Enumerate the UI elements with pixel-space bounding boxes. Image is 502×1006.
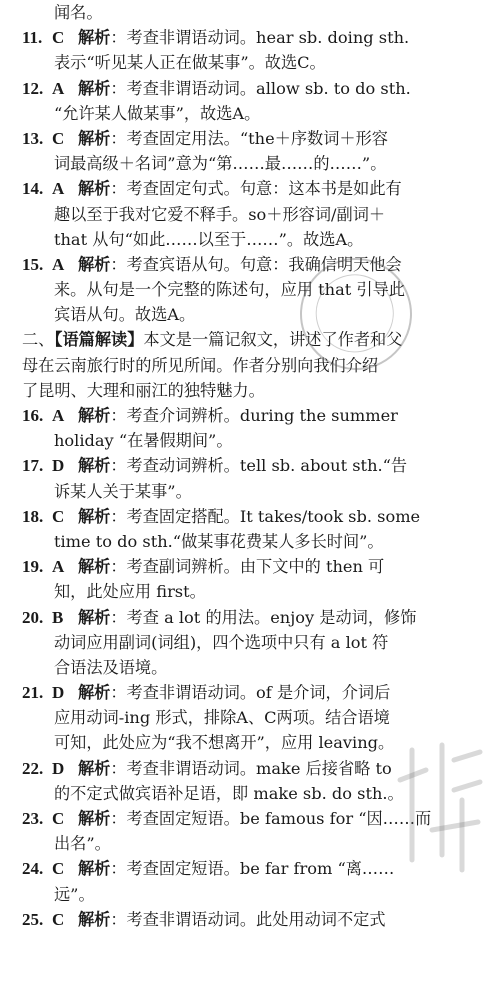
- continuation-line: [22, 579, 492, 604]
- continuation-line: [22, 302, 492, 327]
- analysis-label: 解析: [78, 128, 111, 148]
- question-number: 19.: [22, 557, 44, 577]
- analysis-text: ：考查固定搭配。It takes/took sb. some: [110, 506, 421, 526]
- analysis-text: ：考查介词辨析。during the summer: [110, 406, 398, 425]
- section-heading-line: [22, 327, 492, 352]
- continuation-line: [22, 0, 492, 25]
- answer-item-line: [22, 756, 492, 781]
- answer-item-line: [22, 403, 492, 428]
- analysis-label: 解析: [78, 179, 111, 199]
- paragraph-text: 了昆明、大理和丽江的独特魅力。: [22, 380, 265, 400]
- continuation-line: [22, 227, 492, 252]
- continuation-text: 表示“听见某人正在做某事”。故选C。: [54, 53, 326, 73]
- answer-letter: C: [52, 859, 65, 879]
- continuation-text: time to do sth.“做某事花费某人多长时间”。: [54, 531, 384, 551]
- answer-letter: A: [52, 406, 65, 425]
- continuation-line: [22, 50, 492, 75]
- continuation-text: 应用动词-ing 形式，排除A、C两项。结合语境: [54, 708, 390, 728]
- continuation-line: [22, 151, 492, 176]
- analysis-label: 解析: [78, 859, 111, 879]
- continuation-line: [22, 101, 492, 126]
- answer-item-line: [22, 126, 492, 151]
- analysis-label: 解析: [78, 557, 111, 577]
- analysis-label: 解析: [78, 809, 111, 828]
- question-number: 25.: [22, 909, 44, 929]
- continuation-line: [22, 428, 492, 453]
- continuation-text: 趣以至于我对它爱不释手。so＋形容词/副词＋: [54, 204, 386, 224]
- continuation-line: [22, 882, 492, 907]
- paragraph-line: [22, 378, 492, 403]
- section-text: 本文是一篇记叙文，讲述了作者和父: [143, 330, 403, 350]
- analysis-label: 解析: [78, 78, 111, 98]
- continuation-line: [22, 831, 492, 856]
- continuation-line: [22, 655, 492, 680]
- answer-letter: C: [52, 28, 65, 48]
- continuation-text: 动词应用副词(词组)，四个选项中只有 a lot 符: [54, 632, 389, 652]
- continuation-text: 词最高级＋名词”意为“第……最……的……”。: [54, 154, 387, 174]
- answer-letter: D: [52, 683, 65, 703]
- continuation-line: [22, 630, 492, 655]
- question-number: 21.: [22, 683, 44, 703]
- question-number: 13.: [22, 128, 44, 148]
- answer-letter: B: [52, 607, 64, 627]
- continuation-text: 知，此处应用 first。: [54, 582, 206, 602]
- analysis-text: ：考查固定句式。句意：这本书是如此有: [110, 179, 402, 199]
- analysis-label: 解析: [78, 456, 111, 476]
- answer-letter: C: [52, 506, 65, 526]
- answer-letter: D: [52, 758, 65, 778]
- continuation-text: 来。从句是一个完整的陈述句，应用 that 引导此: [54, 280, 405, 300]
- analysis-label: 解析: [78, 607, 111, 627]
- continuation-text: 出名”。: [54, 834, 111, 854]
- answer-letter: D: [52, 456, 65, 476]
- continuation-text: holiday “在暑假期间”。: [54, 431, 233, 451]
- analysis-text: ：考查非谓语动词。make 后接省略 to: [110, 758, 392, 778]
- continuation-line: [22, 730, 492, 755]
- question-number: 15.: [22, 254, 44, 274]
- continuation-line: [22, 202, 492, 227]
- continuation-text: 闻名。: [54, 3, 103, 22]
- question-number: 18.: [22, 506, 44, 526]
- analysis-text: ：考查宾语从句。句意：我确信明天他会: [110, 254, 402, 274]
- answer-letter: C: [52, 128, 65, 148]
- section-prefix: 二、: [22, 330, 55, 350]
- analysis-text: ：考查动词辨析。tell sb. about sth.“告: [110, 456, 408, 476]
- continuation-line: [22, 705, 492, 730]
- section-bracket-label: 【语篇解读】: [54, 330, 144, 350]
- continuation-text: 远”。: [54, 884, 95, 904]
- question-number: 23.: [22, 809, 44, 828]
- answer-item-line: [22, 176, 492, 201]
- analysis-text: ：考查非谓语动词。hear sb. doing sth.: [110, 28, 410, 48]
- answer-letter: A: [52, 179, 65, 199]
- answer-item-line: [22, 76, 492, 101]
- analysis-text: ：考查固定短语。be famous for “因……而: [110, 809, 432, 828]
- analysis-text: ：考查固定用法。“the＋序数词＋形容: [110, 128, 388, 148]
- continuation-text: 可知，此处应为“我不想离开”，应用 leaving。: [54, 733, 395, 753]
- continuation-text: 宾语从句。故选A。: [54, 305, 196, 325]
- answer-letter: C: [52, 909, 65, 929]
- answer-letter: A: [52, 557, 65, 577]
- answer-letter: C: [52, 809, 65, 828]
- continuation-text: 的不定式做宾语补足语，即 make sb. do sth.。: [54, 783, 404, 803]
- analysis-label: 解析: [78, 758, 111, 778]
- analysis-label: 解析: [78, 406, 111, 425]
- answer-letter: A: [52, 78, 65, 98]
- continuation-line: [22, 277, 492, 302]
- continuation-text: 合语法及语境。: [54, 657, 168, 677]
- answer-item-line: [22, 25, 492, 50]
- question-number: 16.: [22, 406, 44, 425]
- answer-item-line: [22, 680, 492, 705]
- answer-item-line: [22, 605, 492, 630]
- question-number: 22.: [22, 758, 44, 778]
- paragraph-line: [22, 353, 492, 378]
- analysis-label: 解析: [78, 506, 111, 526]
- analysis-text: ：考查固定短语。be far from “离……: [110, 859, 395, 879]
- analysis-label: 解析: [78, 254, 111, 274]
- analysis-text: ：考查副词辨析。由下文中的 then 可: [110, 557, 385, 577]
- continuation-line: [22, 781, 492, 806]
- analysis-text: ：考查非谓语动词。此处用动词不定式: [110, 909, 386, 929]
- question-number: 24.: [22, 859, 44, 879]
- answer-letter: A: [52, 254, 65, 274]
- answer-item-line: [22, 806, 492, 831]
- answer-item-line: [22, 856, 492, 881]
- analysis-text: ：考查非谓语动词。allow sb. to do sth.: [110, 78, 411, 98]
- answer-item-line: [22, 907, 492, 932]
- question-number: 20.: [22, 607, 44, 627]
- answer-item-line: [22, 252, 492, 277]
- analysis-text: ：考查 a lot 的用法。enjoy 是动词，修饰: [110, 607, 417, 627]
- continuation-line: [22, 479, 492, 504]
- question-number: 12.: [22, 78, 44, 98]
- analysis-text: ：考查非谓语动词。of 是介词，介词后: [110, 683, 391, 703]
- answer-item-line: [22, 504, 492, 529]
- analysis-label: 解析: [78, 909, 111, 929]
- answer-item-line: [22, 554, 492, 579]
- continuation-text: “允许某人做某事”，故选A。: [54, 103, 261, 123]
- analysis-label: 解析: [78, 683, 111, 703]
- analysis-label: 解析: [78, 28, 111, 48]
- paragraph-text: 母在云南旅行时的所见所闻。作者分别向我们介绍: [22, 355, 379, 375]
- continuation-line: [22, 529, 492, 554]
- answer-item-line: [22, 453, 492, 478]
- question-number: 17.: [22, 456, 44, 476]
- question-number: 11.: [22, 28, 43, 48]
- question-number: 14.: [22, 179, 44, 199]
- continuation-text: 诉某人关于某事”。: [54, 481, 192, 501]
- continuation-text: that 从句“如此……以至于……”。故选A。: [54, 229, 364, 249]
